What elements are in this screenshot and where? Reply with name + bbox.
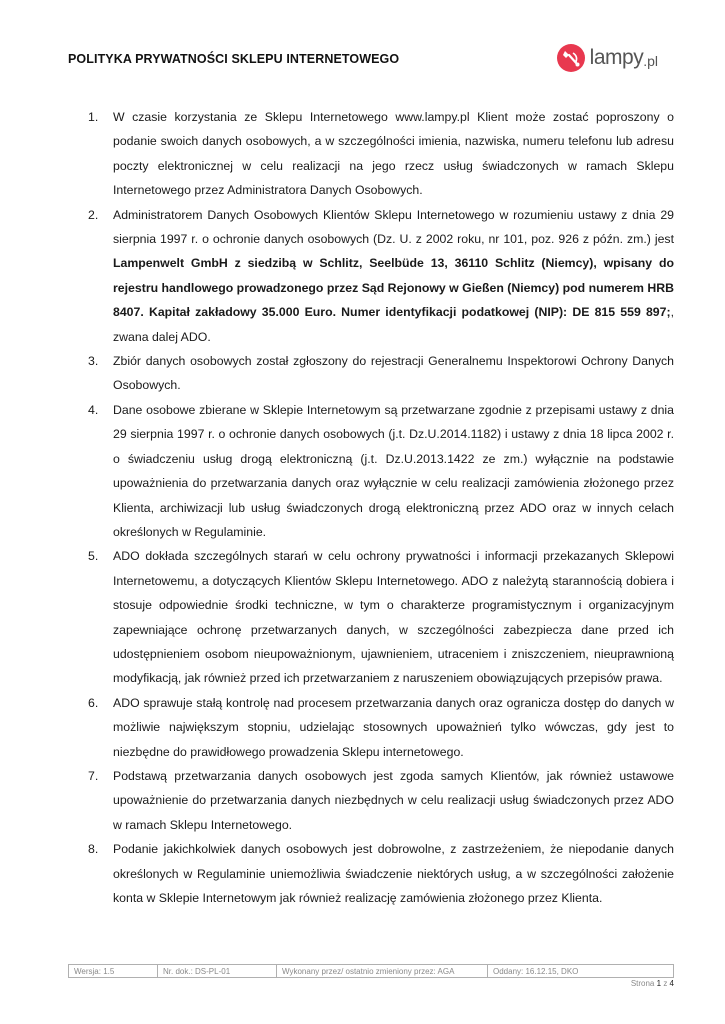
page-of: z bbox=[663, 979, 668, 988]
footer-author: Wykonany przez/ ostatnio zmieniony przez: AGA bbox=[277, 965, 488, 978]
logo-suffix: .pl bbox=[643, 53, 658, 69]
clause-8 bbox=[88, 837, 674, 910]
lampy-logo-icon bbox=[556, 43, 586, 73]
footer-row bbox=[69, 965, 674, 978]
page-total: 4 bbox=[669, 979, 674, 988]
logo-wordmark: lampy bbox=[589, 46, 644, 69]
clause-text: W czasie korzystania ze Sklepu Internetowego www.lampy.pl Klient może zostać poproszony o podanie swoich danych osobowych, a w szczególności imienia, nazwiska, numeru telefonu lub adresu poczty elektronicznej w celu realizacji na jego rzecz usług świadczonych w ramach Sklepu Internetowego przez Administratora Danych Osobowych. bbox=[113, 110, 674, 198]
document-header bbox=[68, 40, 658, 80]
clause-list bbox=[88, 105, 674, 910]
clause-number: 1. bbox=[88, 110, 99, 124]
clause-number: 5. bbox=[88, 549, 99, 564]
company-details: Lampenwelt GmbH z siedzibą w Schlitz, Seelbüde 13, 36110 Schlitz (Niemcy), wpisany do rejestru handlowego prowadzonego przez Sąd Rejonowy w Gießen (Niemcy) pod numerem HRB 8407. Kapitał zakładowy 35.000 Euro. Numer identyfikacji podatkowej (NIP): DE 815 559 897; bbox=[113, 256, 674, 320]
clause-text: Administratorem Danych Osobowych Klientów Sklepu Internetowego w rozumieniu ustawy z dnia 29 sierpnia 1997 r. o ochronie danych osobowych (Dz. U. z 2002 roku, nr 101, poz. 926 z późn. zm.) jest bbox=[113, 207, 674, 247]
page-label: Strona bbox=[630, 979, 655, 988]
clause-text: ADO sprawuje stałą kontrolę nad procesem przetwarzania danych oraz ogranicza dostęp do danych w możliwie największym stopniu, udzielając stosownych upoważnień tylko wówczas, gdy jest to niezbędne do prawidłowego prowadzenia Sklepu internetowego. bbox=[113, 695, 674, 759]
clause-text: Zbiór danych osobowych został zgłoszony do rejestracji Generalnemu Inspektorowi Ochrony Danych Osobowych. bbox=[113, 354, 674, 393]
document-body bbox=[88, 105, 674, 910]
clause-number: 2. bbox=[88, 207, 99, 222]
clause-6 bbox=[88, 691, 674, 764]
footer-issued: Oddany: 16.12.15, DKO bbox=[488, 965, 674, 978]
clause-text-suffix: , zwana dalej ADO. bbox=[113, 305, 674, 344]
document-title: POLITYKA PRYWATNOŚCI SKLEPU INTERNETOWEGO bbox=[68, 52, 400, 66]
clause-number: 7. bbox=[88, 768, 99, 783]
clause-7 bbox=[88, 764, 674, 837]
clause-4 bbox=[88, 398, 674, 544]
clause-number: 3. bbox=[88, 354, 99, 369]
page-number bbox=[631, 979, 674, 988]
footer-info-table bbox=[68, 964, 674, 978]
footer-doc-number: Nr. dok.: DS-PL-01 bbox=[158, 965, 277, 978]
clause-5 bbox=[88, 544, 674, 690]
clause-1 bbox=[88, 105, 674, 203]
clause-number: 6. bbox=[88, 695, 99, 710]
lampy-logo bbox=[556, 40, 658, 76]
page-current: 1 bbox=[656, 979, 662, 988]
clause-text: ADO dokłada szczególnych starań w celu ochrony prywatności i informacji przekazanych Sklepowi Internetowemu, a dotyczących Klientów Sklepu Internetowego. ADO z należytą starannością dobiera i stosuje odpowiednie środki techniczne, w tym o charakterze programistycznym i organizacyjnym zapewniające ochronę przetwarzanych danych, w szczególności zabezpiecza dane przed ich udostępnieniem osobom nieupoważnionym, ujawnieniem, utraceniem i zniszczeniem, nieuprawnioną modyfikacją, jak również przed ich przetwarzaniem z naruszeniem obowiązujących przepisów prawa. bbox=[113, 549, 674, 686]
clause-3 bbox=[88, 349, 674, 398]
footer-version: Wersja: 1.5 bbox=[69, 965, 158, 978]
clause-number: 8. bbox=[88, 842, 99, 857]
clause-text: Podstawą przetwarzania danych osobowych jest zgoda samych Klientów, jak również ustawowe upoważnienie do przetwarzania danych niezbędnych w celu realizacji usług świadczonych przez ADO w ramach Sklepu Internetowego. bbox=[113, 768, 674, 832]
clause-2 bbox=[88, 203, 674, 349]
clause-text: Podanie jakichkolwiek danych osobowych jest dobrowolne, z zastrzeżeniem, że niepodanie danych określonych w Regulaminie uniemożliwia świadczenie niektórych usług, a w szczególności założenie konta w Sklepie Internetowym jak również realizację zamówienia złożonego przez Klienta. bbox=[113, 842, 674, 905]
clause-number: 4. bbox=[88, 402, 99, 417]
clause-text: Dane osobowe zbierane w Sklepie Internetowym są przetwarzane zgodnie z przepisami ustawy z dnia 29 sierpnia 1997 r. o ochronie danych osobowych (j.t. Dz.U.2014.1182) i ustawy z dnia 18 lipca 2002 r. o świadczeniu usług drogą elektroniczną (j.t. Dz.U.2013.1422 ze zm.) wyłącznie na podstawie upoważnienia do przetwarzania danych oraz wyłącznie w celu realizacji zamówienia złożonego przez Klienta, archiwizacji lub usług świadczonych drogą elektroniczną przez ADO oraz w innych celach określonych w Regulaminie. bbox=[113, 402, 674, 539]
